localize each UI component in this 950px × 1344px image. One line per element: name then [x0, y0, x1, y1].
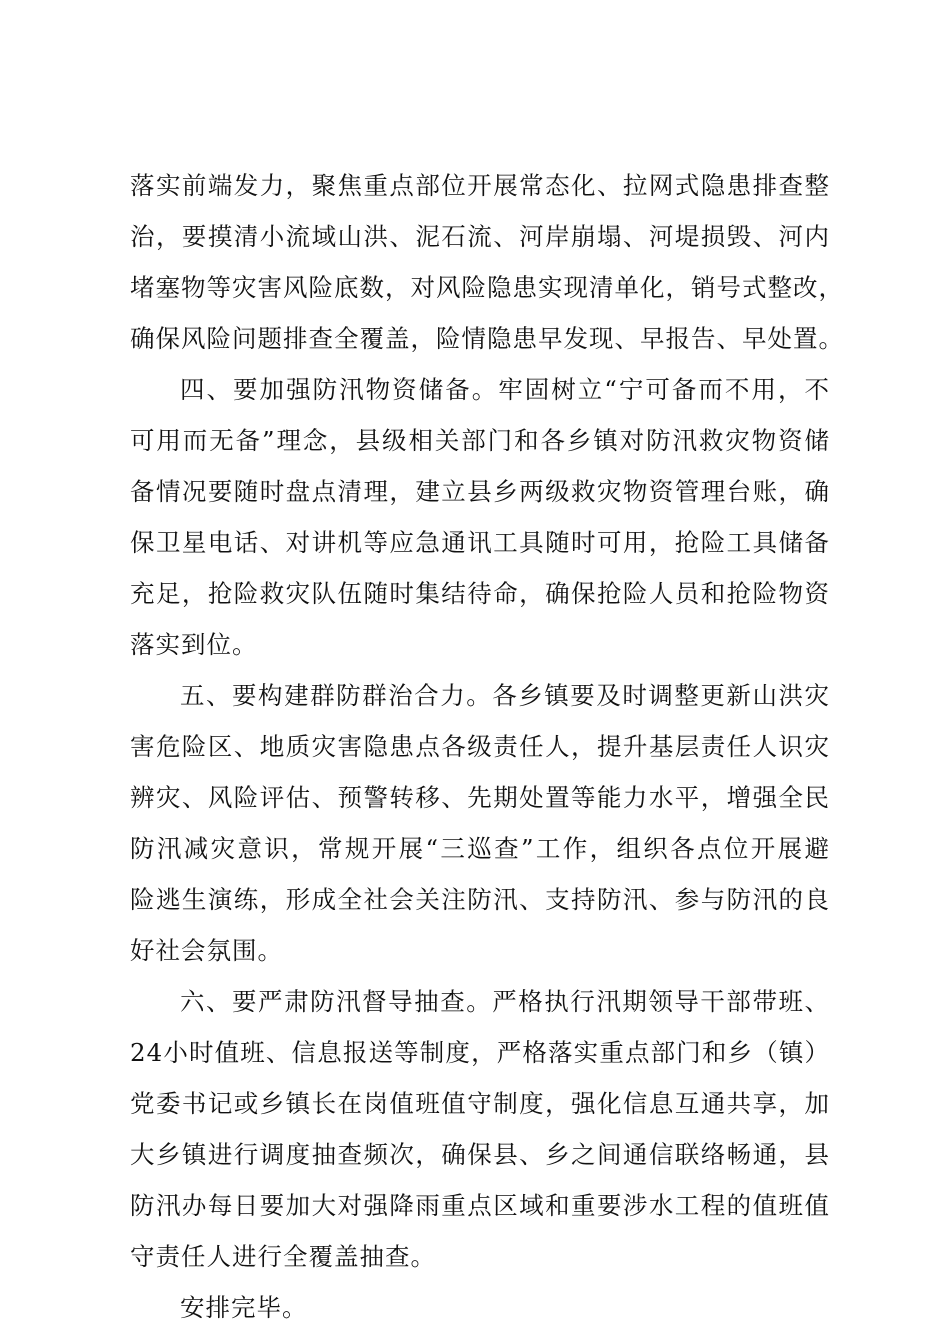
- text-line: 保卫星电话、对讲机等应急通讯工具随时可用，抢险工具储备: [130, 528, 830, 557]
- text-line: 安排完毕。: [180, 1293, 308, 1322]
- text-line: 堵塞物等灾害风险底数，对风险隐患实现清单化，销号式整改，: [130, 273, 844, 302]
- text-line: 确保风险问题排查全覆盖，险情隐患早发现、早报告、早处置。: [130, 324, 844, 353]
- document-body: [130, 160, 844, 1333]
- paragraph-section-6: [130, 976, 830, 1282]
- text-line: 害危险区、地质灾害隐患点各级责任人，提升基层责任人识灾: [130, 732, 830, 761]
- text-line: 24小时值班、信息报送等制度，严格落实重点部门和乡（镇）: [130, 1038, 830, 1067]
- text-line: 防汛减灾意识，常规开展“三巡查”工作，组织各点位开展避: [130, 834, 830, 863]
- text-line: 防汛办每日要加大对强降雨重点区域和重要涉水工程的值班值: [130, 1191, 830, 1220]
- text-line: 治，要摸清小流域山洪、泥石流、河岸崩塌、河堤损毁、河内: [130, 222, 830, 251]
- text-line: 四、要加强防汛物资储备。牢固树立“宁可备而不用，不: [180, 375, 830, 404]
- text-line: 党委书记或乡镇长在岗值班值守制度，强化信息互通共享，加: [130, 1089, 830, 1118]
- text-line: 大乡镇进行调度抽查频次，确保县、乡之间通信联络畅通，县: [130, 1140, 830, 1169]
- text-line: 五、要构建群防群治合力。各乡镇要及时调整更新山洪灾: [180, 681, 830, 710]
- text-line: 险逃生演练，形成全社会关注防汛、支持防汛、参与防汛的良: [130, 885, 830, 914]
- text-line: 好社会氛围。: [130, 936, 283, 965]
- paragraph-continuation: [130, 160, 844, 364]
- paragraph-section-5: [130, 670, 830, 976]
- text-line: 守责任人进行全覆盖抽查。: [130, 1242, 436, 1271]
- paragraph-closing: [130, 1282, 830, 1333]
- text-line: 备情况要随时盘点清理，建立县乡两级救灾物资管理台账，确: [130, 477, 830, 506]
- text-line: 可用而无备”理念，县级相关部门和各乡镇对防汛救灾物资储: [130, 426, 830, 455]
- text-line: 充足，抢险救灾队伍随时集结待命，确保抢险人员和抢险物资: [130, 579, 830, 608]
- text-line: 落实到位。: [130, 630, 258, 659]
- paragraph-section-4: [130, 364, 830, 670]
- text-line: 六、要严肃防汛督导抽查。严格执行汛期领导干部带班、: [180, 987, 830, 1016]
- text-line: 辨灾、风险评估、预警转移、先期处置等能力水平，增强全民: [130, 783, 830, 812]
- text-line: 落实前端发力，聚焦重点部位开展常态化、拉网式隐患排查整: [130, 171, 830, 200]
